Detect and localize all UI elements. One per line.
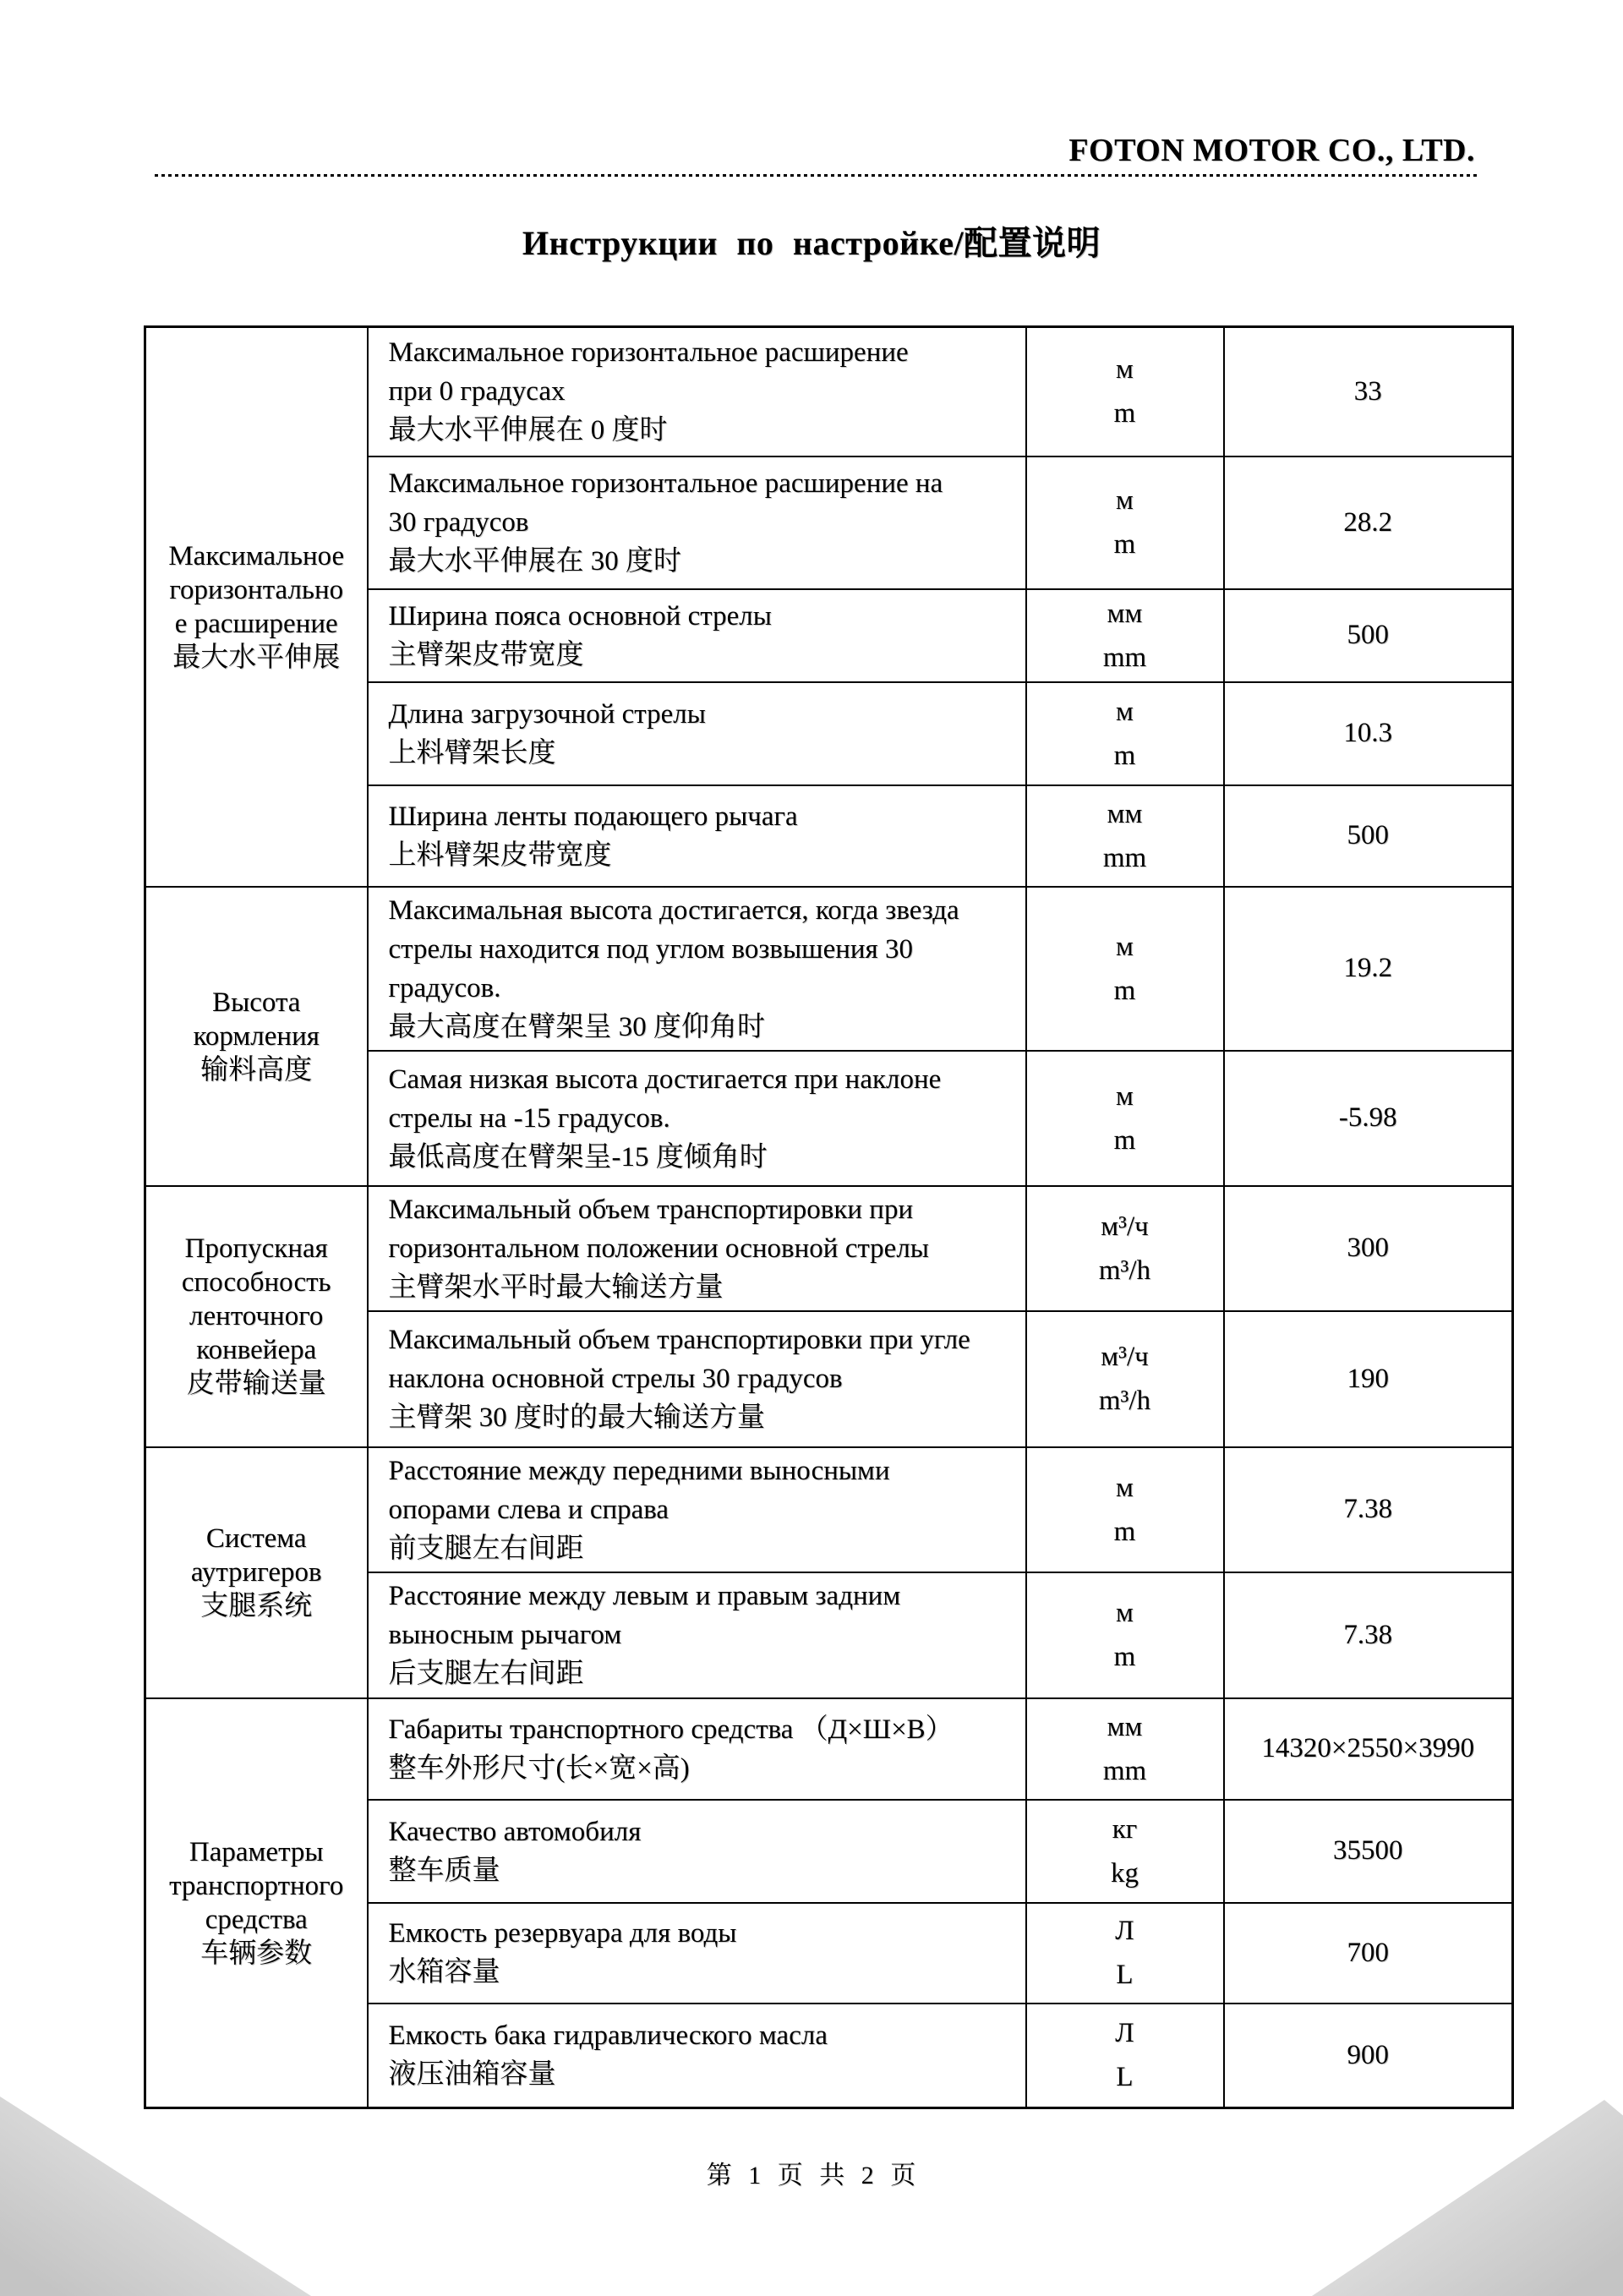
spec-unit: мм mm bbox=[1026, 589, 1224, 682]
spec-unit: кг kg bbox=[1026, 1800, 1224, 1903]
spec-value: 7.38 bbox=[1224, 1447, 1513, 1572]
table-row bbox=[145, 327, 1513, 456]
corner-triangle-bottom-right bbox=[1312, 2100, 1623, 2296]
spec-description: Ширина ленты подающего рычага 上料臂架皮带宽度 bbox=[368, 785, 1026, 887]
spec-description: Максимальное горизонтальное расширение при 0 градусах 最大水平伸展在 0 度时 bbox=[368, 327, 1026, 456]
category-outrigger-system: Система аутригеров 支腿系统 bbox=[145, 1447, 368, 1698]
spec-value: 28.2 bbox=[1224, 456, 1513, 589]
spec-description: Емкость резервуара для воды 水箱容量 bbox=[368, 1903, 1026, 2004]
category-vehicle-parameters: Параметры транспортного средства 车辆参数 bbox=[145, 1698, 368, 2108]
spec-unit: мм mm bbox=[1026, 785, 1224, 887]
spec-value: 7.38 bbox=[1224, 1572, 1513, 1698]
spec-unit: м m bbox=[1026, 682, 1224, 785]
spec-description: Максимальное горизонтальное расширение на 30 градусов 最大水平伸展在 30 度时 bbox=[368, 456, 1026, 589]
spec-description: Расстояние между левым и правым задним выносным рычагом 后支腿左右间距 bbox=[368, 1572, 1026, 1698]
spec-description: Максимальный объем транспортировки при горизонтальном положении основной стрелы 主臂架水平时最大输送方量 bbox=[368, 1186, 1026, 1311]
spec-description: Ширина пояса основной стрелы 主臂架皮带宽度 bbox=[368, 589, 1026, 682]
spec-value: 500 bbox=[1224, 785, 1513, 887]
company-header: FOTON MOTOR CO., LTD. bbox=[1068, 133, 1475, 168]
spec-unit: м m bbox=[1026, 887, 1224, 1051]
table-row bbox=[145, 1698, 1513, 1800]
spec-description: Максимальная высота достигается, когда звезда стрелы находится под углом возвышения 30 градусов. 最大高度在臂架呈 30 度仰角时 bbox=[368, 887, 1026, 1051]
spec-value: 10.3 bbox=[1224, 682, 1513, 785]
spec-unit: м³/ч m³/h bbox=[1026, 1186, 1224, 1311]
spec-value: 19.2 bbox=[1224, 887, 1513, 1051]
category-feeding-height: Высота кормления 输料高度 bbox=[145, 887, 368, 1186]
spec-value: 500 bbox=[1224, 589, 1513, 682]
spec-value: 35500 bbox=[1224, 1800, 1513, 1903]
spec-unit: м m bbox=[1026, 1051, 1224, 1186]
spec-unit: м m bbox=[1026, 456, 1224, 589]
spec-description: Максимальный объем транспортировки при угле наклона основной стрелы 30 градусов 主臂架 30 度时的最大输送方量 bbox=[368, 1311, 1026, 1447]
spec-unit: м m bbox=[1026, 1572, 1224, 1698]
spec-description: Качество автомобиля 整车质量 bbox=[368, 1800, 1026, 1903]
spec-value: 900 bbox=[1224, 2004, 1513, 2108]
spec-value: 300 bbox=[1224, 1186, 1513, 1311]
spec-value: 14320×2550×3990 bbox=[1224, 1698, 1513, 1800]
corner-triangle-bottom-left bbox=[0, 2096, 311, 2296]
spec-value: 190 bbox=[1224, 1311, 1513, 1447]
spec-unit: мм mm bbox=[1026, 1698, 1224, 1800]
table-row bbox=[145, 1186, 1513, 1311]
spec-description: Самая низкая высота достигается при наклоне стрелы на -15 градусов. 最低高度在臂架呈-15 度倾角时 bbox=[368, 1051, 1026, 1186]
spec-unit: Л L bbox=[1026, 2004, 1224, 2108]
spec-unit: м³/ч m³/h bbox=[1026, 1311, 1224, 1447]
spec-unit: м m bbox=[1026, 327, 1224, 456]
spec-description: Расстояние между передними выносными опорами слева и справа 前支腿左右间距 bbox=[368, 1447, 1026, 1572]
spec-description: Габариты транспортного средства （Д×Ш×В） 整车外形尺寸(长×宽×高) bbox=[368, 1698, 1026, 1800]
spec-value: 33 bbox=[1224, 327, 1513, 456]
spec-unit: м m bbox=[1026, 1447, 1224, 1572]
page-title: Инструкции по настройке/配置说明 bbox=[522, 224, 1101, 262]
spec-description: Длина загрузочной стрелы 上料臂架长度 bbox=[368, 682, 1026, 785]
header-dotted-rule bbox=[155, 174, 1477, 177]
spec-value: 700 bbox=[1224, 1903, 1513, 2004]
spec-table bbox=[144, 325, 1514, 2109]
category-belt-conveyor-capacity: Пропускная способность ленточного конвейера 皮带输送量 bbox=[145, 1186, 368, 1447]
page-number: 第 1 页 共 2 页 bbox=[706, 2162, 917, 2189]
spec-unit: Л L bbox=[1026, 1903, 1224, 2004]
spec-value: -5.98 bbox=[1224, 1051, 1513, 1186]
spec-description: Емкость бака гидравлического масла 液压油箱容量 bbox=[368, 2004, 1026, 2108]
table-row bbox=[145, 887, 1513, 1051]
table-row bbox=[145, 1447, 1513, 1572]
category-max-horizontal-extension: Максимальное горизонтально е расширение 最大水平伸展 bbox=[145, 327, 368, 887]
